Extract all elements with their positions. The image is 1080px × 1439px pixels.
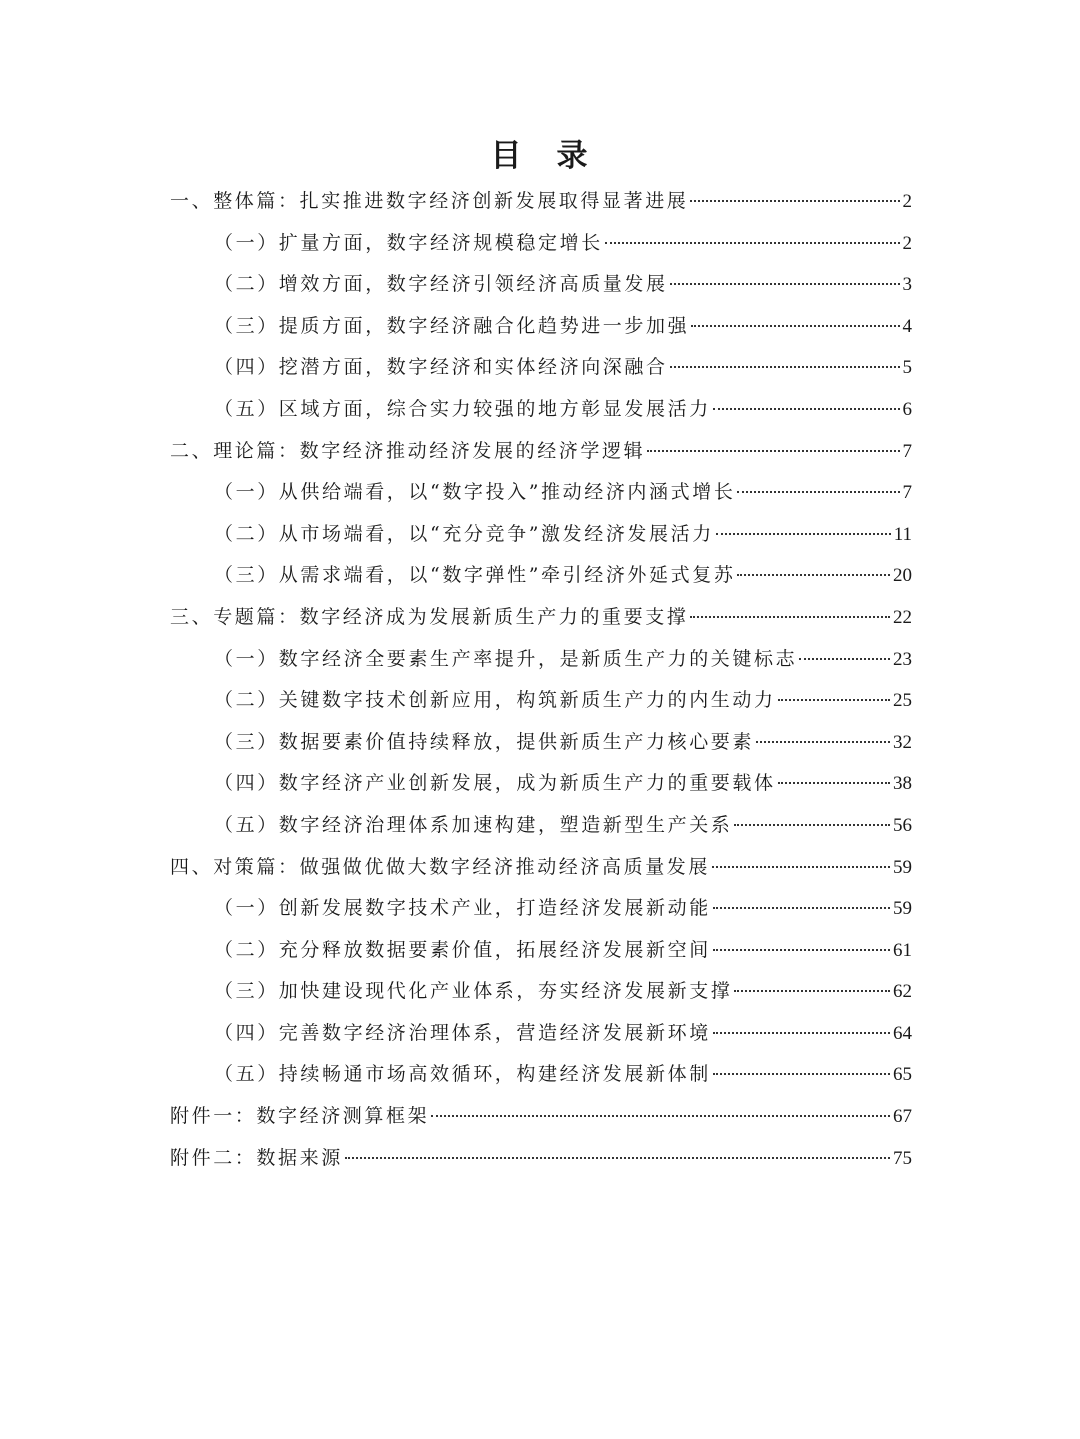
dot-leader: [605, 242, 900, 244]
toc-subsection-entry[interactable]: [170, 228, 912, 270]
dot-leader: [778, 699, 890, 701]
toc-subsection-entry[interactable]: [170, 269, 912, 311]
toc-subsection-entry[interactable]: [170, 560, 912, 602]
toc-page-number: 25: [893, 690, 912, 712]
dot-leader: [778, 782, 890, 784]
toc-section-entry[interactable]: [170, 1101, 912, 1143]
toc-page-number: 59: [893, 856, 912, 878]
dot-leader: [691, 325, 899, 327]
dot-leader: [716, 533, 891, 535]
toc-page-number: 64: [893, 1022, 912, 1044]
dot-leader: [713, 1073, 890, 1075]
toc-entry-label: 四、对策篇：做强做优做大数字经济推动经济高质量发展: [170, 855, 711, 878]
dot-leader: [713, 907, 890, 909]
toc-subsection-entry[interactable]: [170, 311, 912, 353]
toc-page-number: 67: [893, 1106, 912, 1128]
toc-subsection-entry[interactable]: [170, 519, 912, 561]
toc-entry-label: （五）区域方面，综合实力较强的地方彰显发展活力: [214, 397, 711, 420]
toc-page-number: 4: [902, 315, 912, 337]
dot-leader: [713, 1032, 890, 1034]
toc-section-entry[interactable]: [170, 602, 912, 644]
toc-entry-label: （四）挖潜方面，数字经济和实体经济向深融合: [214, 356, 668, 379]
toc-page-number: 61: [893, 939, 912, 961]
dot-leader: [737, 574, 890, 576]
toc-page-number: 23: [893, 648, 912, 670]
toc-page-number: 7: [902, 482, 912, 504]
toc-subsection-entry[interactable]: [170, 976, 912, 1018]
toc-subsection-entry[interactable]: [170, 352, 912, 394]
toc-subsection-entry[interactable]: [170, 685, 912, 727]
toc-page-number: 65: [893, 1064, 912, 1086]
toc-entry-label: （三）加快建设现代化产业体系，夯实经济发展新支撑: [214, 980, 733, 1003]
toc-entry-label: 二、理论篇：数字经济推动经济发展的经济学逻辑: [170, 439, 646, 462]
dot-leader: [734, 990, 890, 992]
dot-leader: [734, 824, 890, 826]
toc-subsection-entry[interactable]: [170, 644, 912, 686]
toc-page-number: 56: [893, 814, 912, 836]
toc-entry-label: （一）数字经济全要素生产率提升，是新质生产力的关键标志: [214, 647, 798, 670]
dot-leader: [713, 408, 900, 410]
toc-page-number: 2: [902, 232, 912, 254]
page-title: 目 录: [490, 138, 590, 174]
toc-section-entry[interactable]: [170, 436, 912, 478]
toc-entry-label: （五）数字经济治理体系加速构建，塑造新型生产关系: [214, 813, 733, 836]
dot-leader: [756, 741, 890, 743]
toc-entry-label: （三）从需求端看，以“数字弹性”牵引经济外延式复苏: [214, 564, 736, 587]
dot-leader: [690, 200, 899, 202]
toc-entry-label: （二）从市场端看，以“充分竞争”激发经济发展活力: [214, 522, 714, 545]
toc-entry-label: 一、整体篇：扎实推进数字经济创新发展取得显著进展: [170, 190, 689, 212]
toc-entry-label: 三、专题篇：数字经济成为发展新质生产力的重要支撑: [170, 605, 689, 628]
dot-leader: [690, 616, 890, 618]
toc-entry-label: （三）提质方面，数字经济融合化趋势进一步加强: [214, 314, 690, 337]
dot-leader: [670, 366, 900, 368]
table-of-contents: [170, 186, 912, 1184]
toc-section-entry[interactable]: [170, 1143, 912, 1185]
toc-page-number: 22: [893, 606, 912, 628]
dot-leader: [737, 491, 899, 493]
toc-entry-label: （二）增效方面，数字经济引领经济高质量发展: [214, 273, 668, 296]
toc-subsection-entry[interactable]: [170, 394, 912, 436]
toc-subsection-entry[interactable]: [170, 727, 912, 769]
toc-entry-label: （三）数据要素价值持续释放，提供新质生产力核心要素: [214, 730, 755, 753]
dot-leader: [713, 949, 890, 951]
toc-page-number: 59: [893, 898, 912, 920]
toc-page-number: 75: [893, 1147, 912, 1169]
toc-entry-label: 附件一：数字经济测算框架: [170, 1105, 430, 1128]
toc-page-number: 20: [893, 565, 912, 587]
dot-leader: [670, 283, 900, 285]
toc-page-number: 5: [902, 357, 912, 379]
toc-subsection-entry[interactable]: [170, 768, 912, 810]
toc-subsection-entry[interactable]: [170, 810, 912, 852]
toc-entry-label: （一）扩量方面，数字经济规模稳定增长: [214, 231, 603, 254]
toc-entry-label: （二）关键数字技术创新应用，构筑新质生产力的内生动力: [214, 689, 776, 712]
toc-entry-label: （四）完善数字经济治理体系，营造经济发展新环境: [214, 1021, 711, 1044]
dot-leader: [431, 1115, 890, 1117]
toc-page-number: 6: [902, 398, 912, 420]
toc-page-number: 32: [893, 731, 912, 753]
toc-page-number: 3: [902, 274, 912, 296]
toc-entry-label: （一）创新发展数字技术产业，打造经济发展新动能: [214, 897, 711, 920]
toc-subsection-entry[interactable]: [170, 477, 912, 519]
dot-leader: [647, 450, 899, 452]
toc-page-number: 2: [902, 191, 912, 212]
toc-section-entry[interactable]: [170, 186, 912, 228]
toc-section-entry[interactable]: [170, 852, 912, 894]
toc-entry-label: （五）持续畅通市场高效循环，构建经济发展新体制: [214, 1063, 711, 1086]
dot-leader: [712, 866, 890, 868]
toc-page-number: 62: [893, 981, 912, 1003]
toc-entry-label: （四）数字经济产业创新发展，成为新质生产力的重要载体: [214, 772, 776, 795]
toc-page-number: 7: [902, 440, 912, 462]
toc-entry-label: （二）充分释放数据要素价值，拓展经济发展新空间: [214, 938, 711, 961]
toc-subsection-entry[interactable]: [170, 1018, 912, 1060]
toc-page-number: 38: [893, 773, 912, 795]
dot-leader: [799, 658, 890, 660]
toc-subsection-entry[interactable]: [170, 1059, 912, 1101]
toc-entry-label: （一）从供给端看，以“数字投入”推动经济内涵式增长: [214, 481, 736, 504]
dot-leader: [345, 1157, 890, 1159]
toc-page-number: 11: [893, 523, 912, 545]
toc-entry-label: 附件二：数据来源: [170, 1146, 343, 1169]
toc-subsection-entry[interactable]: [170, 935, 912, 977]
toc-subsection-entry[interactable]: [170, 893, 912, 935]
